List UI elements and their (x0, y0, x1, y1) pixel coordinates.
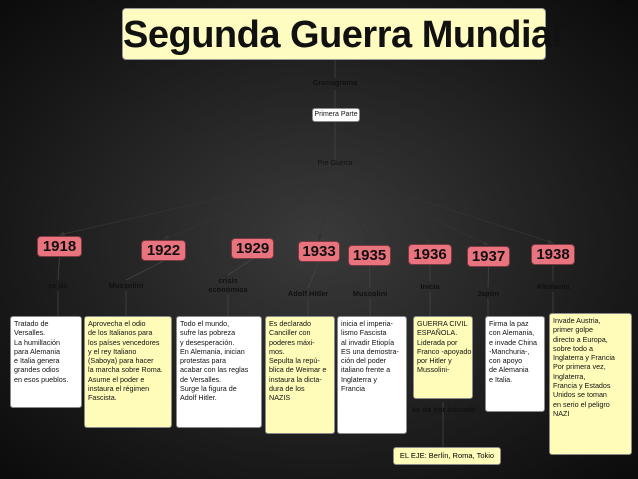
description-line: Liderada por (417, 337, 458, 347)
description-line: grandes odios (14, 365, 60, 375)
description-line: NAZIS (269, 393, 291, 403)
description-line: Es declarado (269, 319, 311, 328)
arrowhead-1938 (548, 240, 553, 243)
year-label-line: económica (208, 285, 248, 294)
description-line: la marcha sobre Roma. (88, 365, 163, 375)
description-box-1918 (10, 316, 82, 408)
description-line: Sepulta la repú- (269, 356, 320, 366)
description-line: Inglaterra, (553, 371, 586, 381)
spoke-1935 (335, 172, 370, 244)
description-line: sufre las pobreza (180, 328, 236, 338)
description-line: Inglaterra y Francia (553, 353, 615, 363)
year-label-1918 (23, 281, 93, 290)
arrowhead-1935 (366, 239, 370, 244)
description-line: y el rey Italiano (88, 346, 137, 356)
year-label-1929 (193, 276, 263, 294)
description-box-1938 (549, 313, 632, 455)
description-line: con apoyo (489, 356, 523, 366)
year-label-line: Mussolini (108, 281, 144, 290)
description-line: acabar con las reglas (180, 365, 249, 375)
year-box-1936: 1936 (408, 244, 452, 265)
description-line: Invade Austria, (553, 316, 601, 325)
year-label-1933 (273, 289, 343, 298)
year-label-line: Japón (476, 289, 500, 298)
year-box-1918: 1918 (37, 236, 82, 257)
year-label-line: Alemania (536, 282, 570, 291)
cronograma-label: Cronograma (312, 78, 358, 87)
el-eje-box: EL EJE: Berlín, Roma, Tokio (393, 447, 501, 465)
description-line: ES una demostra- (341, 346, 399, 356)
description-line: blica de Weimar e (269, 365, 327, 375)
year-box-1935: 1935 (348, 245, 391, 266)
spoke-1937 (335, 172, 489, 245)
description-line: instaura la dicta- (269, 374, 322, 384)
description-line: GUERRA CIVIL (417, 319, 468, 328)
description-line: instaura el régimen (88, 384, 150, 394)
description-line: inicia el imperia- (341, 319, 393, 328)
description-box-1937 (485, 316, 545, 412)
pre-guerra-label: Pre Guerra (317, 160, 353, 167)
description-line: e Italia. (489, 374, 513, 384)
description-line: ción del poder (341, 356, 387, 366)
description-line: directo a Europa, (553, 334, 608, 344)
year-label-line: se da (48, 281, 68, 290)
description-line: mos. (269, 346, 285, 356)
year-box-1938: 1938 (531, 244, 575, 265)
description-line: con Alemania, (489, 328, 535, 338)
page-title: Segunda Guerra Mundial (122, 8, 546, 60)
description-line: Inglaterra y (341, 374, 377, 384)
description-line: Firma la paz (489, 319, 529, 328)
description-box-1935 (337, 316, 407, 434)
arrowhead-1937 (484, 241, 489, 245)
description-line: los países vencedores (88, 337, 160, 347)
description-line: e Italia genera (14, 356, 60, 366)
description-line: -Manchuria-, (489, 346, 530, 356)
description-line: Mussolini- (417, 365, 450, 375)
year-label-line: Adolf Hitler (287, 289, 329, 298)
description-line: y desesperación. (180, 337, 235, 347)
description-line: italiano frente a (341, 365, 391, 375)
description-line: Adolf Hitler. (180, 393, 217, 403)
description-line: Tratado de (14, 319, 49, 328)
description-line: en esos pueblos. (14, 374, 69, 384)
arrowhead-1922 (164, 236, 169, 239)
description-line: Francia y Estados (553, 381, 611, 391)
description-line: al invadir Etiopía (341, 337, 395, 347)
year-box-1937: 1937 (467, 246, 510, 267)
description-line: Asume el poder e (88, 374, 145, 384)
description-line: Franco -apoyado (417, 346, 472, 356)
spoke-1936 (335, 172, 430, 243)
description-line: lismo Fascista (341, 328, 387, 338)
description-line: (Saboya) para hacer (88, 356, 154, 366)
description-line: de los Italianos para (88, 328, 153, 338)
description-line: En Alemania, inician (180, 346, 245, 356)
year-label-line: crisis (218, 276, 238, 285)
description-line: ESPAÑOLA. (417, 328, 458, 338)
year-label-1922 (91, 281, 161, 290)
description-line: La humillación (14, 337, 60, 347)
description-line: de Versalles. (180, 374, 222, 384)
description-line: Unidos se toman (553, 390, 607, 400)
spoke-1938 (335, 172, 553, 243)
description-box-1929 (176, 316, 262, 428)
description-line: dura de los (269, 384, 305, 394)
description-line: Fascista. (88, 393, 117, 403)
description-box-1936 (413, 316, 473, 399)
primera-parte-node: Primera Parte (312, 108, 360, 122)
description-line: en serio el peligro (553, 399, 610, 409)
description-box-1933 (265, 316, 335, 434)
year-box-1933: 1933 (298, 241, 340, 262)
description-line: de Alemania (489, 365, 529, 375)
description-box-1922 (84, 316, 172, 428)
year-label-line: Mussolini (352, 289, 388, 298)
description-line: Aprovecha el odio (88, 319, 146, 328)
arrowhead-1933 (318, 235, 321, 240)
description-line: Todo el mundo, (180, 319, 230, 328)
pre-guerra-spokes (60, 172, 554, 245)
year-label-line: Inicia (420, 282, 440, 291)
description-line: e invade China (489, 337, 537, 347)
description-line: sobre todo a (553, 343, 593, 353)
year-box-1929: 1929 (231, 238, 274, 259)
description-line: Por primera vez, (553, 362, 606, 372)
year-box-1922: 1922 (141, 240, 186, 261)
year-label-1937 (453, 289, 523, 298)
description-line: poderes máxi- (269, 337, 315, 347)
description-line: protestas para (180, 356, 226, 366)
description-line: Surge la figura de (180, 384, 237, 394)
description-line: Canciller con (269, 328, 311, 338)
year-label-1938 (518, 282, 588, 291)
description-line: NAZI (553, 408, 570, 418)
description-line: Versalles. (14, 328, 46, 338)
description-line: para Alemania (14, 346, 60, 356)
description-line: primer golpe (553, 325, 593, 335)
description-line: Francia (341, 384, 365, 394)
se-da-por-iniciado-label: se da por iniciado (412, 405, 476, 414)
description-line: por Hitler y (417, 356, 452, 366)
